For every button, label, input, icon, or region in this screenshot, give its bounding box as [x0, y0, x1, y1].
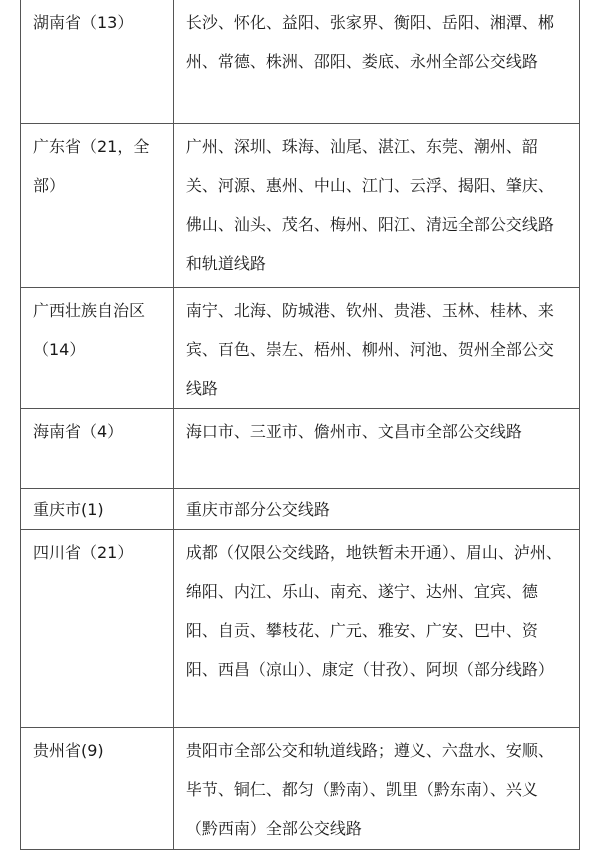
region-cell: 湖南省（13） — [21, 0, 174, 124]
cities-cell: 海口市、三亚市、儋州市、文昌市全部公交线路 — [173, 409, 579, 489]
table-row — [21, 530, 580, 728]
region-cell: 广西壮族自治区（14） — [21, 288, 174, 409]
cities-cell: 南宁、北海、防城港、钦州、贵港、玉林、桂林、来宾、百色、崇左、梧州、柳州、河池、贺州全部公交线路 — [173, 288, 579, 409]
region-cell: 海南省（4） — [21, 409, 174, 489]
coverage-table — [20, 0, 580, 850]
region-cell: 重庆市(1) — [21, 489, 174, 530]
table-row — [21, 124, 580, 288]
table-row — [21, 288, 580, 409]
table-row — [21, 0, 580, 124]
coverage-table-container — [20, 0, 580, 850]
region-cell: 贵州省(9) — [21, 728, 174, 850]
cities-cell: 重庆市部分公交线路 — [173, 489, 579, 530]
cities-cell: 长沙、怀化、益阳、张家界、衡阳、岳阳、湘潭、郴州、常德、株洲、邵阳、娄底、永州全部公交线路 — [173, 0, 579, 124]
cities-cell: 广州、深圳、珠海、汕尾、湛江、东莞、潮州、韶关、河源、惠州、中山、江门、云浮、揭阳、肇庆、佛山、汕头、茂名、梅州、阳江、清远全部公交线路和轨道线路 — [173, 124, 579, 288]
region-cell: 广东省（21，全部） — [21, 124, 174, 288]
table-row — [21, 489, 580, 530]
cities-cell: 贵阳市全部公交和轨道线路；遵义、六盘水、安顺、毕节、铜仁、都匀（黔南）、凯里（黔东南）、兴义（黔西南）全部公交线路 — [173, 728, 579, 850]
region-cell: 四川省（21） — [21, 530, 174, 728]
table-row — [21, 728, 580, 850]
cities-cell: 成都（仅限公交线路，地铁暂未开通）、眉山、泸州、绵阳、内江、乐山、南充、遂宁、达州、宜宾、德阳、自贡、攀枝花、广元、雅安、广安、巴中、资阳、西昌（凉山）、康定（甘孜）、阿坝（部分线路） — [173, 530, 579, 728]
table-row — [21, 409, 580, 489]
